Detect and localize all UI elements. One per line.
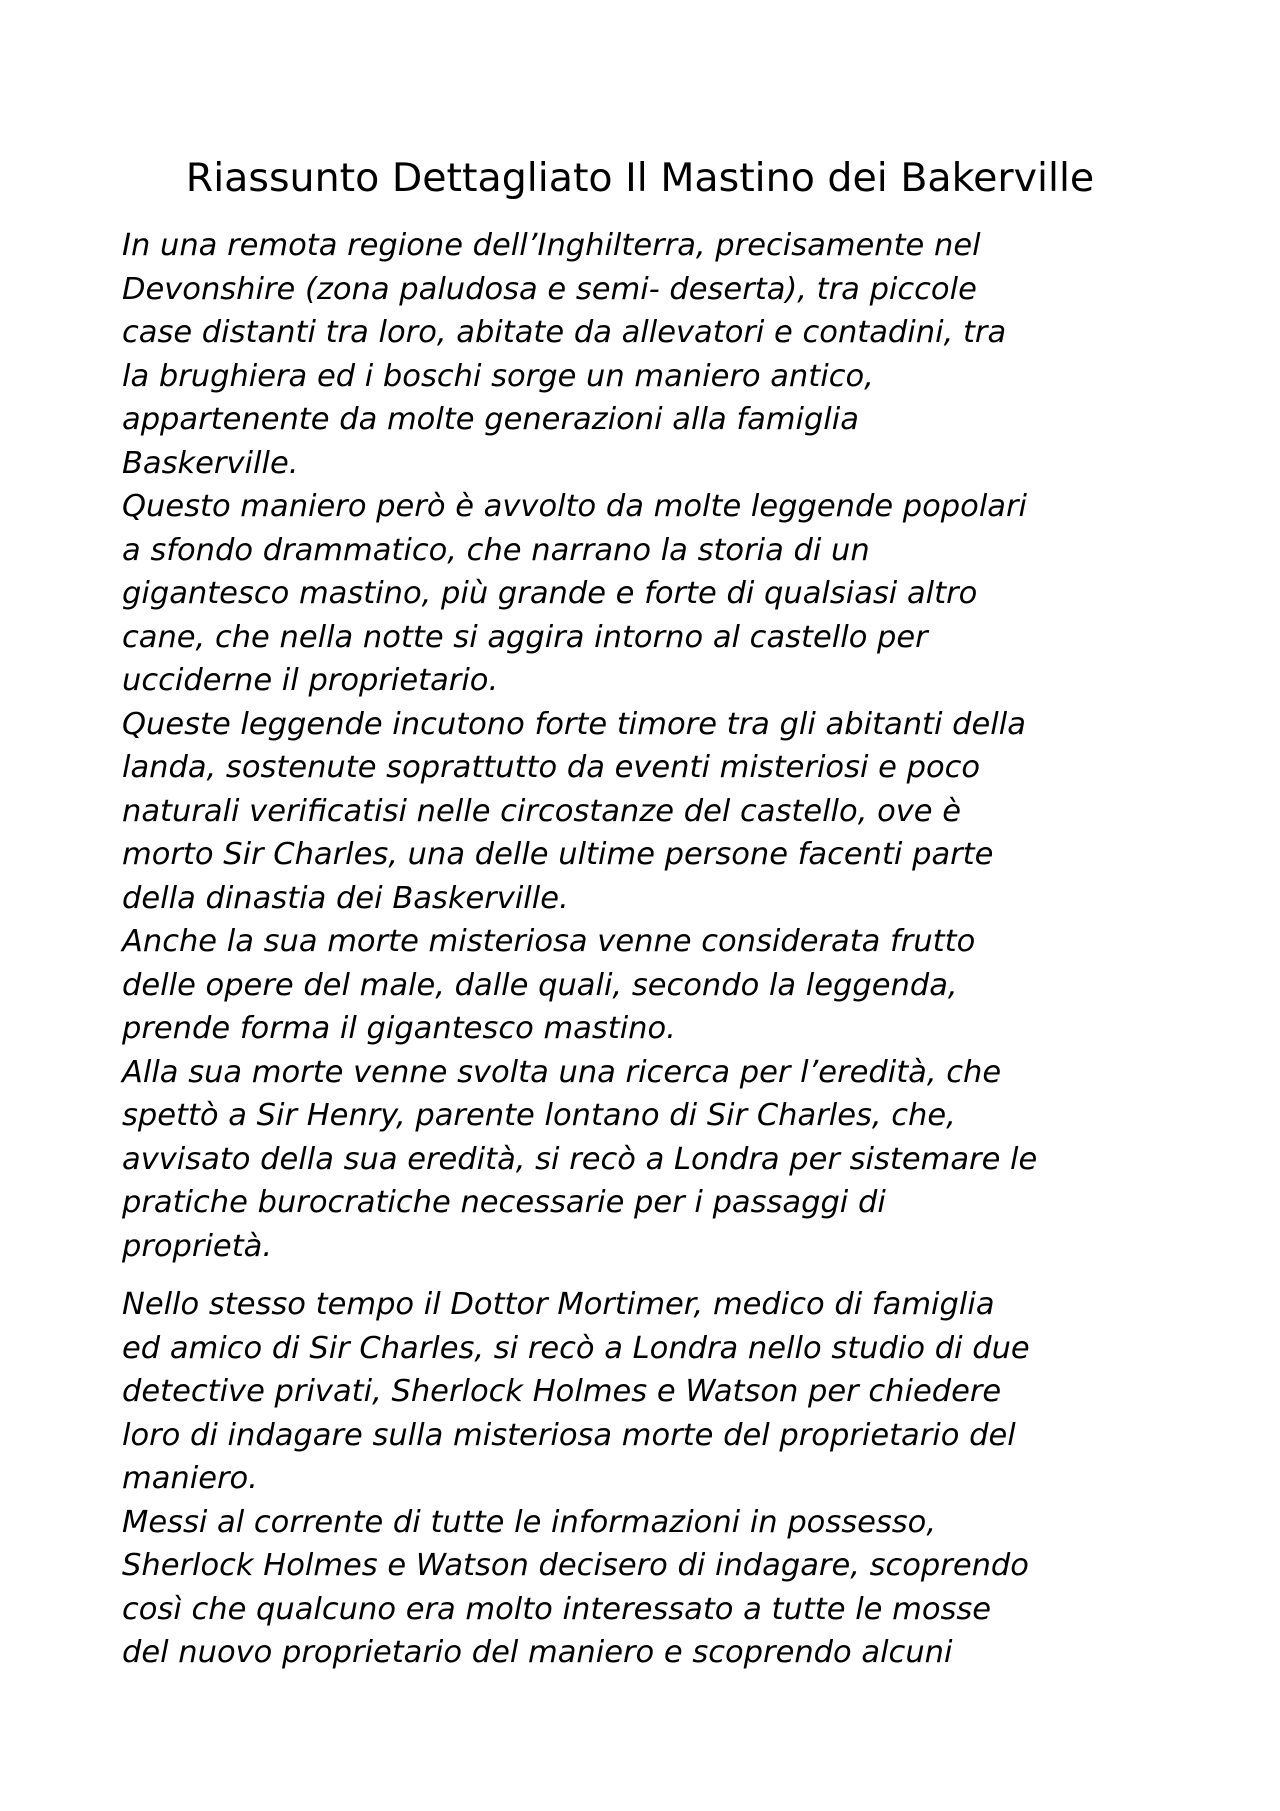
text-line: loro di indagare sulla misteriosa morte del proprietario del — [122, 1417, 1016, 1453]
text-line: gigantesco mastino, più grande e forte di qualsiasi altro — [122, 576, 978, 611]
text-line: proprietà. — [122, 1228, 273, 1264]
text-line: pratiche burocratiche necessarie per i passaggi di — [122, 1185, 886, 1220]
text-line: In una remota regione dell’Inghilterra, precisamente nel — [122, 228, 981, 263]
paragraph — [122, 224, 1222, 485]
paragraph — [122, 1283, 1222, 1501]
paragraph — [122, 1501, 1222, 1675]
text-line: del nuovo proprietario del maniero e scoprendo alcuni — [122, 1635, 953, 1670]
paragraph — [122, 485, 1222, 703]
document-title: Riassunto Dettagliato Il Mastino dei Bakerville — [185, 155, 1095, 201]
paragraph — [122, 1051, 1222, 1269]
paragraph — [122, 920, 1222, 1051]
text-line: landa, sostenute soprattutto da eventi misteriosi e poco — [122, 750, 981, 785]
text-line: cane, che nella notte si aggira intorno al castello per — [122, 619, 928, 655]
text-line: Nello stesso tempo il Dottor Mortimer, medico di famiglia — [122, 1287, 995, 1322]
text-line: così che qualcuno era molto interessato a tutte le mosse — [122, 1591, 992, 1627]
text-line: Anche la sua morte misteriosa venne considerata frutto — [122, 924, 976, 959]
text-line: Devonshire (zona paludosa e semi- deserta), tra piccole — [122, 271, 977, 307]
text-line: avvisato della sua eredità, si recò a Londra per sistemare le — [122, 1141, 1038, 1177]
paragraph — [122, 703, 1222, 921]
text-line: morto Sir Charles, una delle ultime persone facenti parte — [122, 837, 994, 872]
text-line: prende forma il gigantesco mastino. — [122, 1011, 676, 1046]
text-line: Alla sua morte venne svolta una ricerca per l’eredità, che — [122, 1054, 1002, 1090]
document-body — [122, 224, 1222, 1675]
text-line: case distanti tra loro, abitate da allevatori e contadini, tra — [122, 315, 1007, 350]
text-line: appartenente da molte generazioni alla famiglia — [122, 402, 859, 437]
text-line: la brughiera ed i boschi sorge un maniero antico, — [122, 358, 874, 394]
text-line: Questo maniero però è avvolto da molte leggende popolari — [122, 489, 1027, 524]
text-line: maniero. — [122, 1461, 258, 1496]
text-line: delle opere del male, dalle quali, secondo la leggenda, — [122, 967, 958, 1003]
text-line: spettò a Sir Henry, parente lontano di Sir Charles, che, — [122, 1098, 956, 1133]
text-line: detective privati, Sherlock Holmes e Watson per chiedere — [122, 1374, 1002, 1409]
text-line: a sfondo drammatico, che narrano la storia di un — [122, 532, 870, 568]
text-line: Baskerville. — [122, 445, 299, 481]
text-line: Sherlock Holmes e Watson decisero di indagare, scoprendo — [122, 1548, 1029, 1583]
text-line: Messi al corrente di tutte le informazioni in possesso, — [122, 1504, 937, 1540]
text-line: naturali verificatisi nelle circostanze del castello, ove è — [122, 793, 962, 829]
text-line: ed amico di Sir Charles, si recò a Londra nello studio di due — [122, 1330, 1030, 1366]
text-line: Queste leggende incutono forte timore tra gli abitanti della — [122, 706, 1026, 742]
paragraph-spacer — [122, 1268, 1222, 1283]
text-line: ucciderne il proprietario. — [122, 663, 499, 698]
text-line: della dinastia dei Baskerville. — [122, 880, 569, 916]
